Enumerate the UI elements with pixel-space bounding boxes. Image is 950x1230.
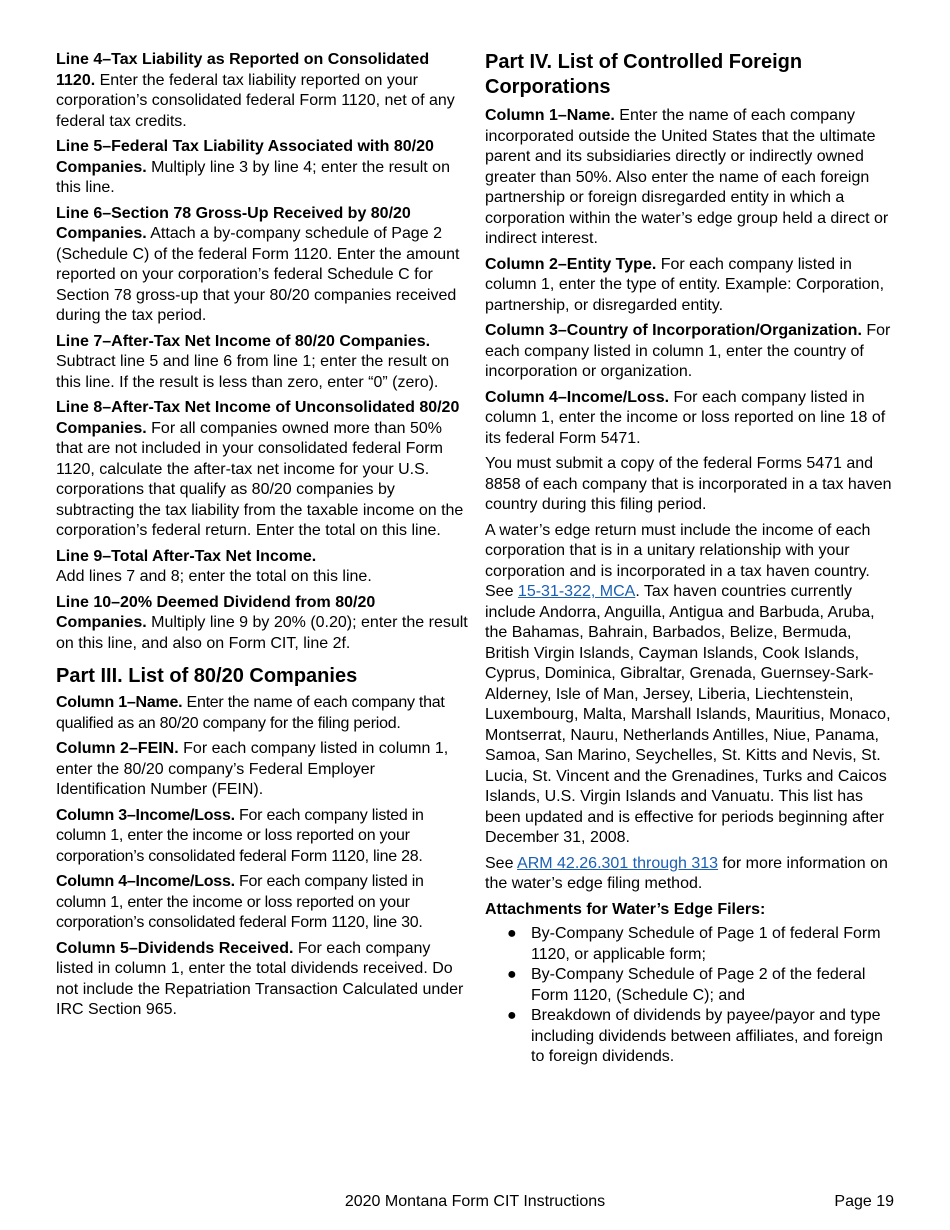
part4-col1-title: Column 1–Name. <box>485 107 615 124</box>
part3-col5-paragraph <box>56 939 468 1021</box>
page-number: Page 19 <box>834 1193 894 1210</box>
arm-text-after: for more information on the water’s edge filing method. <box>485 854 888 892</box>
attachment-item-text: By-Company Schedule of Page 2 of the federal Form 1120, (Schedule C); and <box>531 966 866 1004</box>
part4-col1-paragraph <box>485 106 897 250</box>
left-column <box>56 50 468 1026</box>
part3-col4-title: Column 4–Income/Loss. <box>56 873 235 890</box>
right-column <box>485 50 897 1068</box>
part4-col4-text: For each company listed in column 1, enter the income or loss reported on line 18 of its federal Form 5471. <box>485 388 886 447</box>
attachment-item-text: Breakdown of dividends by payee/payor and type including dividends between affiliates, and foreign to foreign dividends. <box>531 1007 883 1065</box>
line6-text: Attach a by-company schedule of Page 2 (Schedule C) of the federal Form 1120. Enter the amount reported on your corporation’s federal Schedule C for Section 78 gross-up that your 80/20 companies received during the tax period. <box>56 225 460 324</box>
line8-paragraph <box>56 398 468 542</box>
part3-col3-paragraph <box>56 806 468 868</box>
attachment-item-text: By-Company Schedule of Page 1 of federal Form 1120, or applicable form; <box>531 925 881 963</box>
part3-col3-title: Column 3–Income/Loss. <box>56 806 235 824</box>
list-item <box>485 1006 897 1068</box>
list-item <box>485 924 897 965</box>
line5-text: Multiply line 3 by line 4; enter the result on this line. <box>56 158 450 196</box>
submit-forms-paragraph: You must submit a copy of the federal Forms 5471 and 8858 of each company that is incorporated in a tax haven country during this filing period. <box>485 455 892 513</box>
line6-paragraph <box>56 204 468 327</box>
part4-col2-title: Column 2–Entity Type. <box>485 255 657 273</box>
attachments-list <box>485 924 897 1068</box>
line9-paragraph <box>56 547 468 588</box>
part4-heading: Part IV. List of Controlled Foreign Corporations <box>485 51 803 98</box>
line4-title: Line 4–Tax Liability as Reported on Consolidated 1120. <box>56 51 430 89</box>
arm-paragraph <box>485 854 897 895</box>
line9-text: Add lines 7 and 8; enter the total on this line. <box>56 568 372 585</box>
part3-col4-paragraph <box>56 872 468 934</box>
part4-col4-paragraph <box>485 388 897 450</box>
part3-col1-text: Enter the name of each company that qualified as an 80/20 company for the filing period. <box>56 694 445 732</box>
part4-col3-paragraph <box>485 321 897 383</box>
part3-col1-title: Column 1–Name. <box>56 694 183 711</box>
part3-heading: Part III. List of 80/20 Companies <box>56 665 358 687</box>
part3-col5-title: Column 5–Dividends Received. <box>56 939 294 957</box>
line10-text: Multiply line 9 by 20% (0.20); enter the result on this line, and also on Form CIT, line 2f. <box>56 614 468 652</box>
bullet-icon: ● <box>507 966 517 983</box>
line10-title: Line 10–20% Deemed Dividend from 80/20 Companies. <box>56 593 376 631</box>
part4-col1-text: Enter the name of each company incorporated outside the United States that the ultimate parent and its subsidiaries directly or indirectly owned greater than 50%. Also enter the name of each foreign partnership or foreign disregarded entity in which a corporation within the water’s edge group held a direct or indirect interest. <box>485 107 889 247</box>
part3-col2-text: For each company listed in column 1, enter the 80/20 company’s Federal Employer Identification Number (FEIN). <box>56 740 449 798</box>
line5-paragraph <box>56 137 468 199</box>
part4-col2-text: For each company listed in column 1, enter the type of entity. Example: Corporation, partnership, or disregarded entity. <box>485 255 885 314</box>
line4-paragraph <box>56 50 468 132</box>
part3-col5-text: For each company listed in column 1, enter the total dividends received. Do not include the Repatriation Transaction Calculated under IRC Section 965. <box>56 939 464 1018</box>
list-item <box>485 965 897 1006</box>
line4-text: Enter the federal tax liability reported on your corporation’s consolidated federal Form 1120, net of any federal tax credits. <box>56 71 455 130</box>
part3-col4-text: For each company listed in column 1, enter the income or loss reported on your corporation’s consolidated federal Form 1120, line 30. <box>56 873 424 931</box>
tax-haven-paragraph <box>485 521 897 849</box>
tax-haven-text-after: . Tax haven countries currently include Andorra, Anguilla, Antigua and Barbuda, Aruba, the Bahamas, Bahrain, Barbados, Belize, Bermuda, British Virgin Islands, Cayman Islands, Cook Islands, Cyprus, Dominica, Gibraltar, Grenada, Guernsey-Sark-Alderney, Isle of Man, Jersey, Liberia, Liechtenstein, Luxembourg, Malta, Marshall Islands, Mauritius, Monaco, Montserrat, Nauru, Netherlands Antilles, Niue, Panama, Samoa, San Marino, Seychelles, St. Kitts and Nevis, St. Lucia, St. Vincent and the Grenadines, Turks and Caicos Islands, U.S. Virgin Islands and Vanuatu. This list has been updated and is effective for periods beginning after December 31, 2008. <box>485 583 891 846</box>
part4-col2-paragraph <box>485 255 897 317</box>
part4-col4-title: Column 4–Income/Loss. <box>485 388 670 406</box>
line7-title: Line 7–After-Tax Net Income of 80/20 Companies. <box>56 332 431 350</box>
bullet-icon: ● <box>507 1007 517 1024</box>
line7-text: Subtract line 5 and line 6 from line 1; enter the result on this line. If the result is less than zero, enter “0” (zero). <box>56 353 450 391</box>
line8-text: For all companies owned more than 50% that are not included in your consolidated federal Form 1120, calculate the after-tax net income for your U.S. corporations that qualify as 80/20 companies by subtracting the tax liability from the taxable income on the corporation’s federal return. Enter the total on this line. <box>56 419 464 539</box>
bullet-icon: ● <box>507 925 517 942</box>
part4-col3-title: Column 3–Country of Incorporation/Organization. <box>485 322 862 339</box>
part3-col2-paragraph <box>56 739 468 801</box>
part3-col3-text: For each company listed in column 1, enter the income or loss reported on your corporation’s consolidated federal Form 1120, line 28. <box>56 806 424 865</box>
footer-title: 2020 Montana Form CIT Instructions <box>344 1193 606 1210</box>
part3-col2-title: Column 2–FEIN. <box>56 740 179 757</box>
mca-link[interactable]: 15-31-322, MCA <box>517 583 636 600</box>
arm-text-before: See <box>485 854 518 872</box>
arm-link[interactable]: ARM 42.26.301 through 313 <box>517 854 719 872</box>
line7-paragraph <box>56 332 468 394</box>
line5-title: Line 5–Federal Tax Liability Associated with 80/20 Companies. <box>56 138 434 176</box>
line6-title: Line 6–Section 78 Gross-Up Received by 80/20 Companies. <box>56 204 411 242</box>
part4-col3-text: For each company listed in column 1, enter the country of incorporation or organization. <box>485 322 891 380</box>
tax-haven-text-before: A water’s edge return must include the income of each corporation that is in a unitary relationship with your corporation and is incorporated in a tax haven country. See <box>485 521 871 600</box>
part3-col1-paragraph <box>56 693 468 734</box>
attachments-title: Attachments for Water’s Edge Filers: <box>485 900 766 918</box>
line8-title: Line 8–After-Tax Net Income of Unconsolidated 80/20 Companies. <box>56 399 460 437</box>
line10-paragraph <box>56 593 468 655</box>
line9-title: Line 9–Total After-Tax Net Income. <box>56 547 317 565</box>
